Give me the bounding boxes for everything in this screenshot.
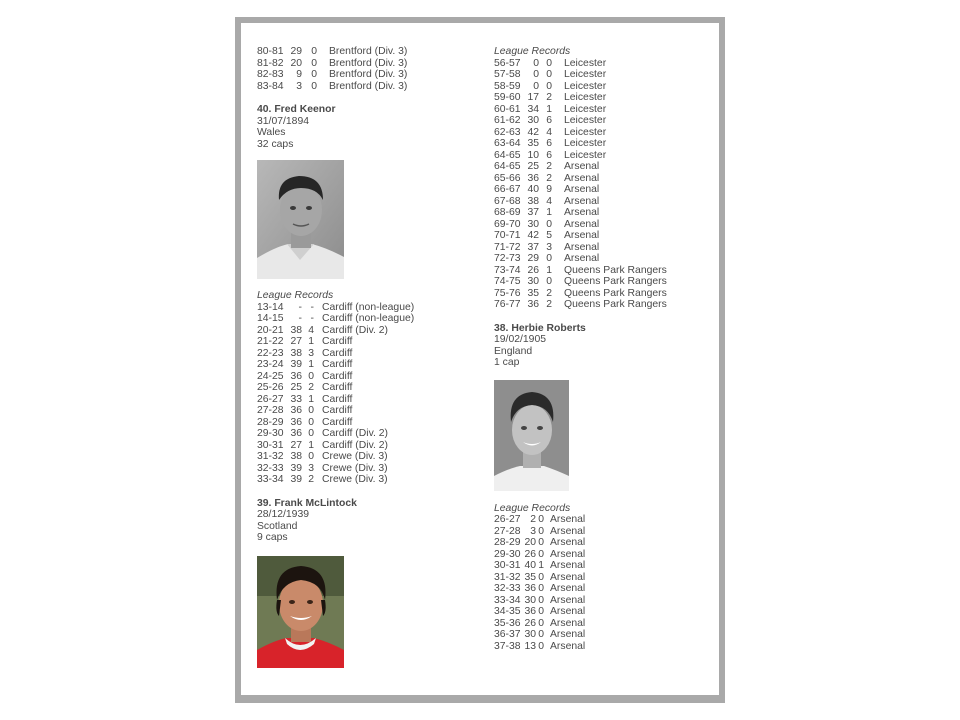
season-cell: 69-70 <box>494 218 521 230</box>
goals-cell: 6 <box>546 149 552 161</box>
player-dob-mclintock: 28/12/1939 <box>257 509 310 520</box>
season-cell: 71-72 <box>494 241 521 253</box>
record-row <box>257 371 477 383</box>
season-cell: 28-29 <box>494 537 521 548</box>
record-row <box>494 127 714 139</box>
season-cell: 81-82 <box>257 57 284 69</box>
apps-cell: 38 <box>290 451 302 462</box>
club-cell: Arsenal <box>564 184 600 195</box>
club-cell: Arsenal <box>564 161 600 172</box>
record-row <box>494 115 714 127</box>
club-cell: Leicester <box>564 80 607 92</box>
league-records-keenor <box>257 302 477 486</box>
record-row <box>494 184 714 196</box>
record-row <box>494 514 714 526</box>
season-cell: 27-28 <box>257 405 284 416</box>
player-photo-keenor <box>257 160 344 279</box>
season-cell: 14-15 <box>257 313 284 324</box>
club-cell: Arsenal <box>564 230 600 241</box>
club-cell: Cardiff (Div. 2) <box>322 428 389 439</box>
club-cell: Arsenal <box>550 560 586 571</box>
goals-cell: 0 <box>538 583 544 594</box>
player-caps-keenor: 32 caps <box>257 138 294 150</box>
season-cell: 29-30 <box>257 428 284 439</box>
goals-cell: 0 <box>538 514 544 525</box>
apps-cell: 35 <box>527 287 539 299</box>
club-cell: Cardiff (Div. 2) <box>322 439 389 451</box>
league-records-label-keenor: League Records <box>257 290 334 301</box>
record-row <box>494 161 714 173</box>
apps-cell: 25 <box>290 382 302 393</box>
season-cell: 21-22 <box>257 336 284 347</box>
goals-cell: 0 <box>311 57 317 69</box>
right-column <box>494 46 714 652</box>
season-cell: 37-38 <box>494 640 521 652</box>
record-row <box>257 474 477 486</box>
player-country-keenor: Wales <box>257 127 286 138</box>
goals-cell: 1 <box>308 336 314 347</box>
record-row <box>494 173 714 185</box>
record-row <box>494 618 714 630</box>
season-cell: 74-75 <box>494 276 521 287</box>
apps-cell: 17 <box>527 92 539 103</box>
goals-cell: 0 <box>538 548 544 560</box>
goals-cell: 1 <box>546 103 552 115</box>
apps-cell: 26 <box>524 548 536 560</box>
club-cell: Leicester <box>564 138 607 149</box>
season-cell: 34-35 <box>494 606 521 617</box>
goals-cell: 4 <box>546 126 552 138</box>
club-cell: Leicester <box>564 92 607 103</box>
season-cell: 73-74 <box>494 264 521 276</box>
record-row <box>494 537 714 549</box>
apps-cell: 42 <box>527 230 539 241</box>
goals-cell: 1 <box>308 393 314 405</box>
season-cell: 66-67 <box>494 184 521 195</box>
club-cell: Cardiff <box>322 336 353 347</box>
season-cell: 64-65 <box>494 161 521 172</box>
apps-cell: 13 <box>524 640 536 652</box>
record-row <box>257 463 477 475</box>
season-cell: 57-58 <box>494 69 521 80</box>
league-records-roberts <box>494 514 714 652</box>
record-row <box>494 230 714 242</box>
goals-cell: 6 <box>546 138 552 149</box>
record-row <box>494 81 714 93</box>
apps-cell: 35 <box>524 571 536 583</box>
apps-cell: - <box>298 301 302 313</box>
record-row <box>494 572 714 584</box>
goals-cell: 5 <box>546 230 552 241</box>
record-row <box>494 288 714 300</box>
apps-cell: 0 <box>533 57 539 69</box>
record-row <box>257 313 477 325</box>
club-cell: Arsenal <box>564 195 600 207</box>
club-cell: Queens Park Rangers <box>564 264 667 276</box>
club-cell: Crewe (Div. 3) <box>322 474 388 485</box>
goals-cell: 2 <box>546 172 552 184</box>
goals-cell: 0 <box>538 571 544 583</box>
apps-cell: 26 <box>524 617 536 629</box>
season-cell: 65-66 <box>494 172 521 184</box>
club-cell: Brentford (Div. 3) <box>329 57 408 69</box>
apps-cell: 36 <box>290 370 302 382</box>
season-cell: 70-71 <box>494 230 521 241</box>
record-row <box>494 150 714 162</box>
club-cell: Arsenal <box>564 241 600 253</box>
goals-cell: 0 <box>308 370 314 382</box>
club-cell: Leicester <box>564 103 607 115</box>
club-cell: Queens Park Rangers <box>564 287 667 299</box>
apps-cell: 36 <box>290 405 302 416</box>
season-cell: 62-63 <box>494 126 521 138</box>
club-cell: Leicester <box>564 69 607 80</box>
apps-cell: 39 <box>290 474 302 485</box>
goals-cell: 0 <box>308 416 314 428</box>
record-row <box>257 348 477 360</box>
club-cell: Arsenal <box>564 218 600 230</box>
club-cell: Cardiff <box>322 370 353 382</box>
club-cell: Cardiff <box>322 382 353 393</box>
goals-cell: 0 <box>311 69 317 80</box>
goals-cell: 4 <box>308 324 314 336</box>
record-row <box>494 606 714 618</box>
goals-cell: 9 <box>546 184 552 195</box>
record-row <box>494 549 714 561</box>
brentford-records <box>257 46 477 92</box>
club-cell: Arsenal <box>550 629 586 640</box>
club-cell: Arsenal <box>564 172 600 184</box>
goals-cell: 1 <box>546 207 552 218</box>
record-row <box>257 46 477 58</box>
season-cell: 22-23 <box>257 347 284 359</box>
record-row <box>494 299 714 311</box>
goals-cell: 0 <box>538 606 544 617</box>
club-cell: Arsenal <box>550 548 586 560</box>
goals-cell: 2 <box>546 299 552 310</box>
season-cell: 80-81 <box>257 46 284 57</box>
record-row <box>494 641 714 653</box>
season-cell: 26-27 <box>257 393 284 405</box>
season-cell: 32-33 <box>494 583 521 594</box>
club-cell: Arsenal <box>550 537 586 548</box>
goals-cell: 0 <box>311 80 317 92</box>
record-row <box>257 405 477 417</box>
apps-cell: 27 <box>290 336 302 347</box>
apps-cell: 38 <box>290 347 302 359</box>
season-cell: 56-57 <box>494 57 521 69</box>
club-cell: Arsenal <box>550 606 586 617</box>
record-row <box>257 81 477 93</box>
club-cell: Arsenal <box>550 617 586 629</box>
record-row <box>257 325 477 337</box>
player-caps-mclintock: 9 caps <box>257 532 288 543</box>
season-cell: 20-21 <box>257 324 284 336</box>
apps-cell: 30 <box>527 115 539 126</box>
goals-cell: 0 <box>546 253 552 264</box>
club-cell: Cardiff (Div. 2) <box>322 324 389 336</box>
season-cell: 29-30 <box>494 548 521 560</box>
player-name-mclintock: 39. Frank McLintock <box>257 497 357 509</box>
apps-cell: 27 <box>290 439 302 451</box>
season-cell: 25-26 <box>257 382 284 393</box>
apps-cell: 3 <box>530 525 536 537</box>
season-cell: 30-31 <box>257 439 284 451</box>
club-cell: Leicester <box>564 149 607 161</box>
goals-cell: 3 <box>308 347 314 359</box>
season-cell: 83-84 <box>257 80 284 92</box>
goals-cell: 0 <box>308 405 314 416</box>
club-cell: Brentford (Div. 3) <box>329 69 408 80</box>
record-row <box>257 58 477 70</box>
apps-cell: 38 <box>290 324 302 336</box>
club-cell: Crewe (Div. 3) <box>322 451 388 462</box>
club-cell: Arsenal <box>550 514 586 525</box>
player-dob-keenor: 31/07/1894 <box>257 115 310 127</box>
apps-cell: 9 <box>296 69 302 80</box>
record-row <box>494 560 714 572</box>
apps-cell: 40 <box>524 560 536 571</box>
goals-cell: 6 <box>546 115 552 126</box>
apps-cell: 36 <box>290 416 302 428</box>
apps-cell: 2 <box>530 514 536 525</box>
record-row <box>494 253 714 265</box>
record-row <box>257 359 477 371</box>
record-row <box>494 207 714 219</box>
record-row <box>494 138 714 150</box>
goals-cell: 0 <box>308 451 314 462</box>
goals-cell: 1 <box>308 359 314 370</box>
apps-cell: 36 <box>527 172 539 184</box>
record-row <box>494 104 714 116</box>
apps-cell: 25 <box>527 161 539 172</box>
season-cell: 33-34 <box>494 594 521 606</box>
goals-cell: 2 <box>546 161 552 172</box>
club-cell: Queens Park Rangers <box>564 299 667 310</box>
record-row <box>494 69 714 81</box>
apps-cell: 0 <box>533 69 539 80</box>
season-cell: 35-36 <box>494 617 521 629</box>
goals-cell: 0 <box>308 428 314 439</box>
goals-cell: 0 <box>538 537 544 548</box>
apps-cell: 40 <box>527 184 539 195</box>
goals-cell: 0 <box>538 525 544 537</box>
record-row <box>494 276 714 288</box>
apps-cell: 37 <box>527 241 539 253</box>
record-row <box>494 196 714 208</box>
goals-cell: 0 <box>546 57 552 69</box>
goals-cell: 0 <box>538 629 544 640</box>
club-cell: Cardiff <box>322 393 353 405</box>
apps-cell: 42 <box>527 126 539 138</box>
apps-cell: - <box>298 313 302 324</box>
club-cell: Arsenal <box>564 253 600 264</box>
goals-cell: 1 <box>538 560 544 571</box>
player-name-keenor: 40. Fred Keenor <box>257 104 336 115</box>
apps-cell: 34 <box>527 103 539 115</box>
goals-cell: 0 <box>538 617 544 629</box>
player-photo-roberts <box>494 380 569 491</box>
season-cell: 23-24 <box>257 359 284 370</box>
record-row <box>257 428 477 440</box>
record-row <box>257 451 477 463</box>
apps-cell: 39 <box>290 462 302 474</box>
season-cell: 27-28 <box>494 525 521 537</box>
apps-cell: 10 <box>527 149 539 161</box>
apps-cell: 30 <box>527 276 539 287</box>
club-cell: Cardiff <box>322 347 353 359</box>
season-cell: 64-65 <box>494 149 521 161</box>
goals-cell: 4 <box>546 195 552 207</box>
club-cell: Cardiff <box>322 405 353 416</box>
season-cell: 76-77 <box>494 299 521 310</box>
club-cell: Cardiff <box>322 416 353 428</box>
goals-cell: 1 <box>546 264 552 276</box>
season-cell: 58-59 <box>494 80 521 92</box>
apps-cell: 36 <box>290 428 302 439</box>
club-cell: Leicester <box>564 115 607 126</box>
club-cell: Arsenal <box>550 583 586 594</box>
club-cell: Queens Park Rangers <box>564 276 667 287</box>
season-cell: 67-68 <box>494 195 521 207</box>
record-row <box>257 302 477 314</box>
apps-cell: 37 <box>527 207 539 218</box>
goals-cell: 2 <box>546 92 552 103</box>
player-name-roberts: 38. Herbie Roberts <box>494 322 586 334</box>
record-row <box>494 583 714 595</box>
season-cell: 63-64 <box>494 138 521 149</box>
player-country-mclintock: Scotland <box>257 520 298 532</box>
apps-cell: 38 <box>527 195 539 207</box>
club-cell: Arsenal <box>550 525 586 537</box>
player-dob-roberts: 19/02/1905 <box>494 334 547 345</box>
club-cell: Arsenal <box>550 594 586 606</box>
goals-cell: - <box>310 301 314 313</box>
goals-cell: 0 <box>546 69 552 80</box>
record-row <box>257 394 477 406</box>
goals-cell: 0 <box>546 276 552 287</box>
goals-cell: 2 <box>546 287 552 299</box>
apps-cell: 30 <box>524 594 536 606</box>
season-cell: 72-73 <box>494 253 521 264</box>
club-cell: Cardiff (non-league) <box>322 301 415 313</box>
season-cell: 26-27 <box>494 514 521 525</box>
season-cell: 13-14 <box>257 301 284 313</box>
season-cell: 61-62 <box>494 115 521 126</box>
season-cell: 30-31 <box>494 560 521 571</box>
record-row <box>257 440 477 452</box>
goals-cell: 0 <box>546 218 552 230</box>
season-cell: 36-37 <box>494 629 521 640</box>
apps-cell: 20 <box>290 57 302 69</box>
apps-cell: 36 <box>527 299 539 310</box>
season-cell: 60-61 <box>494 103 521 115</box>
record-row <box>257 417 477 429</box>
club-cell: Brentford (Div. 3) <box>329 46 408 57</box>
goals-cell: 0 <box>538 640 544 652</box>
season-cell: 31-32 <box>494 571 521 583</box>
season-cell: 31-32 <box>257 451 284 462</box>
season-cell: 59-60 <box>494 92 521 103</box>
goals-cell: 2 <box>308 382 314 393</box>
record-row <box>494 219 714 231</box>
apps-cell: 29 <box>290 46 302 57</box>
apps-cell: 30 <box>527 218 539 230</box>
apps-cell: 0 <box>533 80 539 92</box>
record-row <box>257 382 477 394</box>
season-cell: 33-34 <box>257 474 284 485</box>
apps-cell: 36 <box>524 583 536 594</box>
left-column <box>257 46 477 668</box>
record-row <box>494 595 714 607</box>
club-cell: Crewe (Div. 3) <box>322 462 388 474</box>
record-row <box>494 526 714 538</box>
season-cell: 24-25 <box>257 370 284 382</box>
player-caps-roberts: 1 cap <box>494 357 520 368</box>
season-cell: 68-69 <box>494 207 521 218</box>
goals-cell: 1 <box>308 439 314 451</box>
goals-cell: 2 <box>308 474 314 485</box>
league-records-label-mclintock: League Records <box>494 46 571 57</box>
club-cell: Arsenal <box>564 207 600 218</box>
season-cell: 82-83 <box>257 69 284 80</box>
apps-cell: 30 <box>524 629 536 640</box>
record-row <box>257 336 477 348</box>
club-cell: Leicester <box>564 57 607 69</box>
apps-cell: 20 <box>524 537 536 548</box>
goals-cell: 0 <box>546 80 552 92</box>
record-row <box>257 69 477 81</box>
club-cell: Cardiff (non-league) <box>322 313 415 324</box>
club-cell: Brentford (Div. 3) <box>329 80 408 92</box>
goals-cell: - <box>310 313 314 324</box>
goals-cell: 3 <box>546 241 552 253</box>
season-cell: 32-33 <box>257 462 284 474</box>
season-cell: 28-29 <box>257 416 284 428</box>
club-cell: Cardiff <box>322 359 353 370</box>
apps-cell: 33 <box>290 393 302 405</box>
player-photo-mclintock <box>257 556 344 668</box>
apps-cell: 3 <box>296 80 302 92</box>
goals-cell: 3 <box>308 462 314 474</box>
apps-cell: 35 <box>527 138 539 149</box>
record-row <box>494 629 714 641</box>
club-cell: Arsenal <box>550 640 586 652</box>
apps-cell: 26 <box>527 264 539 276</box>
goals-cell: 0 <box>538 594 544 606</box>
season-cell: 75-76 <box>494 287 521 299</box>
record-row <box>494 242 714 254</box>
apps-cell: 29 <box>527 253 539 264</box>
club-cell: Arsenal <box>550 571 586 583</box>
record-row <box>494 265 714 277</box>
record-row <box>494 92 714 104</box>
player-country-roberts: England <box>494 345 533 357</box>
club-cell: Leicester <box>564 126 607 138</box>
goals-cell: 0 <box>311 46 317 57</box>
apps-cell: 36 <box>524 606 536 617</box>
league-records-label-roberts: League Records <box>494 502 571 514</box>
apps-cell: 39 <box>290 359 302 370</box>
record-row <box>494 58 714 70</box>
league-records-mclintock <box>494 58 714 311</box>
